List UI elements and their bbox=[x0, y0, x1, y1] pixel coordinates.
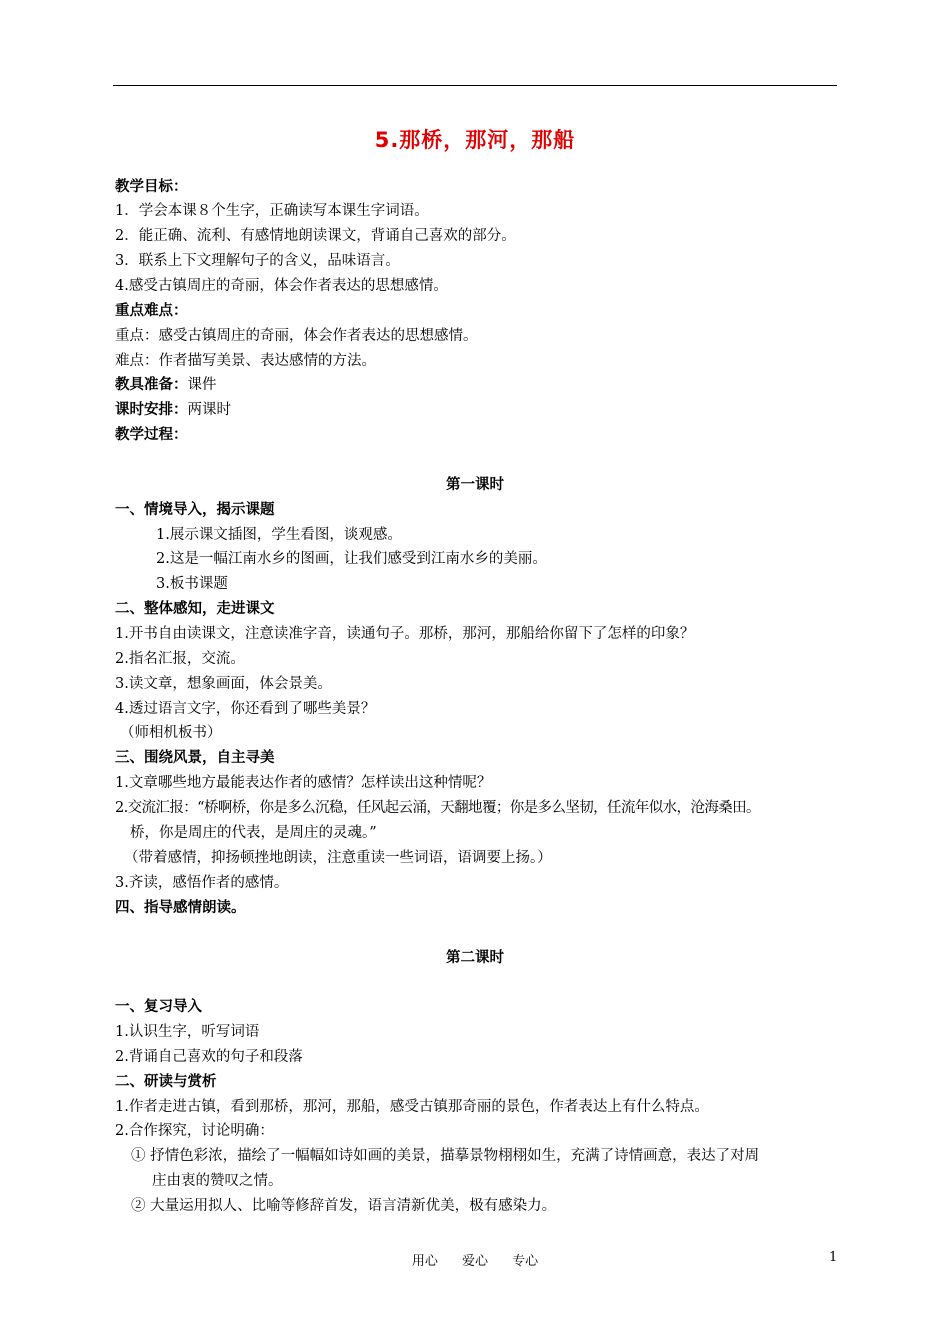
lesson2-section1-heading: 一、复习导入 bbox=[115, 999, 202, 1015]
tools-label: 教具准备： bbox=[115, 377, 188, 393]
list-item: ① 抒情色彩浓，描绘了一幅幅如诗如画的美景，描摹景物栩栩如生，充满了诗情画意，表达了对周 bbox=[131, 1148, 760, 1164]
list-item: （师相机板书） bbox=[120, 725, 222, 741]
list-item: ② 大量运用拟人、比喻等修辞首发，语言清新优美，极有感染力。 bbox=[131, 1198, 557, 1214]
lesson1-section1-heading: 一、情境导入，揭示课题 bbox=[115, 502, 275, 518]
lesson1-title: 第一课时 bbox=[446, 477, 504, 493]
list-item: （带着感情，抑扬顿挫地朗读，注意重读一些词语，语调要上扬。） bbox=[124, 850, 552, 866]
list-item: 1.作者走进古镇，看到那桥，那河，那船，感受古镇那奇丽的景色，作者表达上有什么特点。 bbox=[115, 1099, 709, 1115]
page-footer bbox=[0, 1250, 950, 1269]
list-item: 2.合作探究，讨论明确： bbox=[115, 1123, 274, 1139]
list-item: 2.指名汇报，交流。 bbox=[115, 651, 245, 667]
footer-text: 专心 bbox=[512, 1254, 539, 1269]
list-item: 1.开书自由读课文，注意读准字音，读通句子。那桥，那河，那船给你留下了怎样的印象？ bbox=[115, 626, 695, 642]
header-rule bbox=[113, 85, 837, 86]
list-item: 2.交流汇报：“桥啊桥，你是多么沉稳，任风起云涌，天翻地覆；你是多么坚韧，任流年似水，沧海桑田。 bbox=[115, 800, 760, 816]
list-item: 3.读文章，想象画面，体会景美。 bbox=[115, 676, 332, 692]
objective-item: 3．联系上下文理解句子的含义，品味语言。 bbox=[115, 253, 400, 269]
objectives-heading: 教学目标： bbox=[115, 179, 188, 195]
process-heading: 教学过程： bbox=[115, 427, 188, 443]
list-item: 3.板书课题 bbox=[156, 576, 228, 592]
lesson2-section2-heading: 二、研读与赏析 bbox=[115, 1074, 217, 1090]
list-item: 1.认识生字，听写词语 bbox=[115, 1024, 260, 1040]
list-item: 2.背诵自己喜欢的句子和段落 bbox=[115, 1049, 303, 1065]
tools-line bbox=[115, 375, 217, 395]
objective-item: 1．学会本课８个生字，正确读写本课生字词语。 bbox=[115, 203, 429, 219]
page-title: 5.那桥，那河，那船 bbox=[374, 128, 576, 152]
key-point-item: 难点：作者描写美景、表达感情的方法。 bbox=[115, 353, 376, 369]
schedule-value: 两课时 bbox=[187, 402, 231, 418]
schedule-line bbox=[115, 400, 231, 420]
page-number: 1 bbox=[829, 1250, 838, 1265]
list-item: 3.齐读，感悟作者的感情。 bbox=[115, 875, 289, 891]
tools-value: 课件 bbox=[187, 377, 217, 393]
schedule-label: 课时安排： bbox=[115, 402, 188, 418]
lesson1-section3-heading: 三、围绕风景，自主寻美 bbox=[115, 750, 275, 766]
lesson2-title: 第二课时 bbox=[446, 950, 504, 966]
list-item: 桥，你是周庄的代表，是周庄的灵魂。” bbox=[130, 825, 377, 841]
list-item: 1.文章哪些地方最能表达作者的感情？怎样读出这种情呢？ bbox=[115, 775, 492, 791]
list-item: 4.透过语言文字，你还看到了哪些美景？ bbox=[115, 701, 376, 717]
key-points-heading: 重点难点： bbox=[115, 303, 188, 319]
objective-item: 2．能正确、流利、有感情地朗读课文，背诵自己喜欢的部分。 bbox=[115, 228, 516, 244]
footer-text: 爱心 bbox=[461, 1254, 488, 1269]
lesson1-section4-heading: 四、指导感情朗读。 bbox=[115, 900, 246, 916]
list-item: 1.展示课文插图，学生看图，谈观感。 bbox=[156, 527, 402, 543]
objective-item: 4.感受古镇周庄的奇丽，体会作者表达的思想感情。 bbox=[115, 278, 448, 294]
list-item: 庄由衷的赞叹之情。 bbox=[152, 1173, 283, 1189]
footer-text: 用心 bbox=[411, 1254, 438, 1269]
lesson1-section2-heading: 二、整体感知，走进课文 bbox=[115, 601, 275, 617]
list-item: 2.这是一幅江南水乡的图画，让我们感受到江南水乡的美丽。 bbox=[156, 551, 547, 567]
key-point-item: 重点：感受古镇周庄的奇丽，体会作者表达的思想感情。 bbox=[115, 328, 478, 344]
